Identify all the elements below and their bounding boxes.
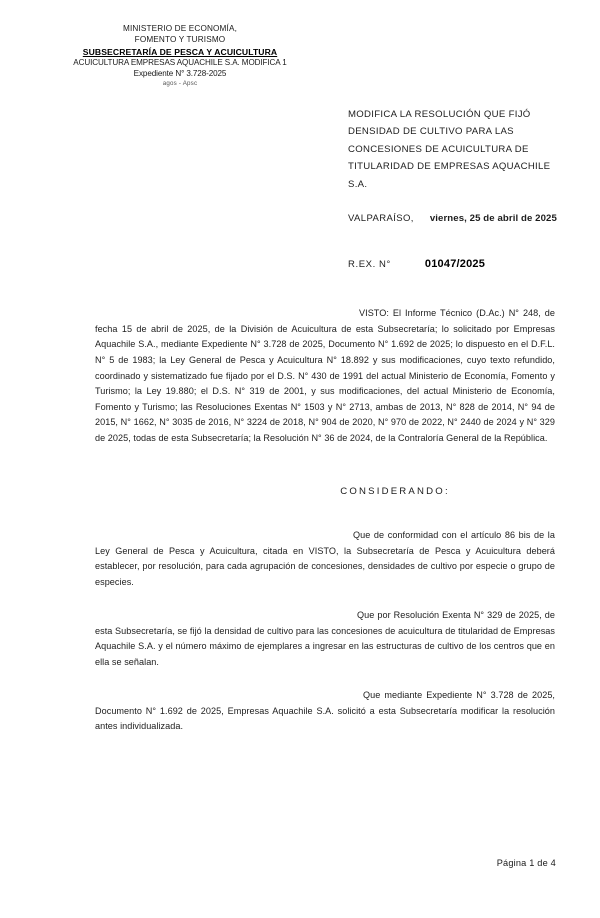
place-date-line xyxy=(348,213,557,224)
considerando-paragraph-3 xyxy=(95,688,555,735)
considerando-3-lead: Que mediante Expediente N° 3.728 de xyxy=(363,690,528,700)
subject-line-2-text: DENSIDAD DE CULTIVO PARA LAS xyxy=(348,126,514,138)
subject-reference: ACUICULTURA EMPRESAS AQUACHILE S.A. MODIFICA 1 xyxy=(73,58,287,67)
letterhead xyxy=(40,24,320,89)
resolution-number: 01047/2025 xyxy=(424,258,486,270)
city-label: VALPARAÍSO, xyxy=(348,213,414,224)
ministry-line-2: FOMENTO Y TURISMO xyxy=(134,34,226,44)
file-reference: Expediente N° 3.728-2025 xyxy=(133,68,227,78)
subject-line-4-text: TITULARIDAD DE EMPRESAS AQUACHILE xyxy=(348,161,551,173)
considerando-1-text: de la Ley General de Pesca y Acuicultura, citada en VISTO, la Subsecretaría de Pesca y Acuicultura deberá establecer, por resolución, para cada agrupación de concesiones, densidades de cultivo por especie o grupo de especies. xyxy=(95,530,555,587)
considerando-3-text: 2025, Documento N° 1.692 de 2025, Empresas Aquachile S.A. solicitó a esta Subsecretaría modificar la resolución antes individualizada. xyxy=(95,690,556,732)
considerando-2-text: 2025, de esta Subsecretaría, se fijó la densidad de cultivo para las concesiones de acuicultura de titularidad de Empresas Aquachile S.A. y el número máximo de ejemplares a ingresar en las estructuras de cultivo de los centros que en ella se señalan. xyxy=(95,610,555,667)
subject-line-5: S.A. xyxy=(348,178,368,190)
considerando-heading: CONSIDERANDO: xyxy=(340,486,450,497)
subject-line-3-text: CONCESIONES DE ACUICULTURA DE xyxy=(348,143,529,155)
subject-line-1 xyxy=(348,106,556,123)
page-number: Página 1 de 4 xyxy=(496,858,556,868)
considerando-2-lead: Que por Resolución Exenta N° 329 de xyxy=(357,610,516,620)
routing-annotation: agos - Apsc xyxy=(162,80,198,88)
subject-line-4 xyxy=(348,158,556,175)
visto-text: fecha 15 de abril de 2025, de la División de Acuicultura de esta Subsecretaría; lo solicitado por Empresas Aquachile S.A., mediante Expediente N° 3.728 de 2025, Documento N° 1.692 de 2025; lo dispuesto en el D.F.L. N° 5 de 1983; la Ley General de Pesca y Acuicultura N° 18.892 y sus modificaciones, cuyo texto refundido, coordinado y sistematizado fue fijado por el D.S. N° 430 de 1991 del actual Ministerio de Economía, Fomento y Turismo; la Ley 19.880; el D.S. N° 319 de 2001, y sus modificaciones, del actual Ministerio de Economía, Fomento y Turismo; las Resoluciones Exentas N° 1503 y N° 2713, ambas de 2013, N° 828 de 2014, N° 94 de 2015, N° 1662, N° 3035 de 2016, N° 3224 de 2018, N° 904 de 2020, N° 970 de 2022, N° 2440 de 2024 y N° 329 de 2025, todas de esta Subsecretaría; la Resolución N° 36 de 2024, de la Contraloría General de la República. xyxy=(95,323,555,444)
subject-line-1-text: MODIFICA LA RESOLUCIÓN QUE FIJÓ xyxy=(348,109,531,120)
ministry-line-1: MINISTERIO DE ECONOMÍA, xyxy=(123,24,237,33)
issue-date: viernes, 25 de abril de 2025 xyxy=(429,213,557,224)
resolution-label: R.EX. N° xyxy=(348,259,391,270)
visto-paragraph xyxy=(95,306,555,447)
resolution-number-line xyxy=(348,258,485,270)
considerando-paragraph-2 xyxy=(95,608,555,671)
agency-name: SUBSECRETARÍA DE PESCA Y ACUICULTURA xyxy=(82,46,278,57)
visto-lead: VISTO: El Informe Técnico (D.Ac.) N° 248, de xyxy=(359,308,555,318)
considerando-paragraph-1 xyxy=(95,528,555,591)
subject-line-2 xyxy=(348,123,556,140)
subject-block xyxy=(348,106,556,193)
subject-line-3 xyxy=(348,141,556,158)
considerando-1-lead: Que de conformidad con el artículo 86 bis xyxy=(353,530,531,540)
